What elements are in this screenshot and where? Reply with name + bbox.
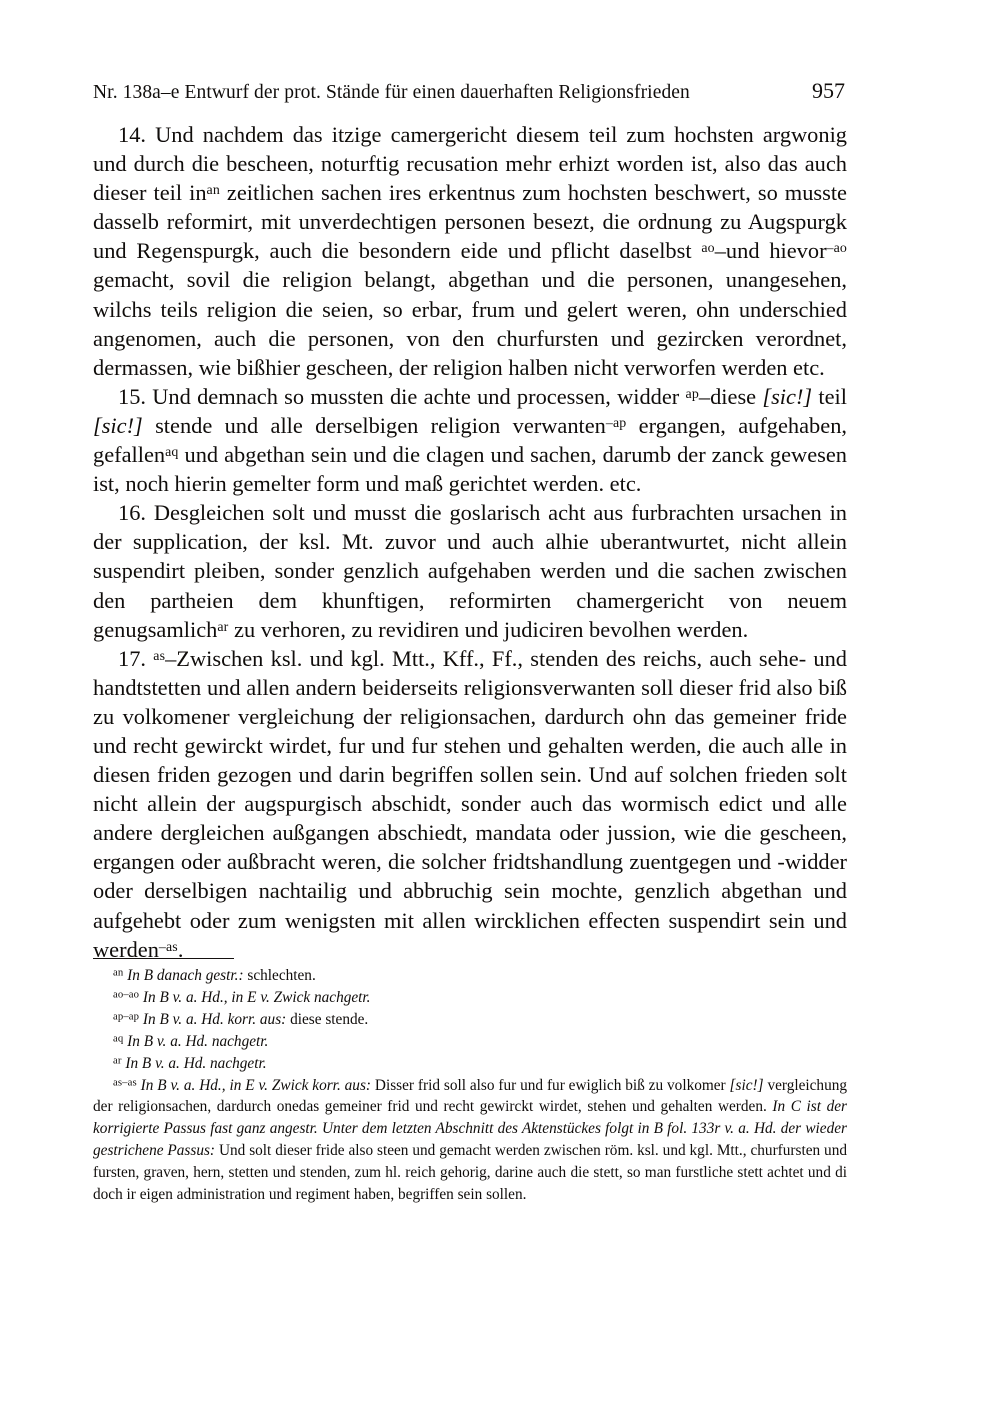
footnote-ap: $^{ap-ap}$ In B v. a. Hd. korr. aus: diese stende. bbox=[113, 1010, 369, 1028]
paragraph-17: 17. $^{as}$–Zwischen ksl. und kgl. Mtt., Kff., Ff., stenden des reichs, auch sehe- und handtstetten und allen andern beiderseits religionsverwanten soll dieser frid also biß zu volkomener vergleichung der religionsachen, dardurch ohn das gemeiner fride und recht gewirckt wirdet, fur und fur stehen und gehalten werden, die auch alle in diesen friden gezogen und darin begriffen sollen sein. Und auf solchen frieden solt nicht allein der augspurgisch abschidt, sonder auch das wormisch edict und alle andere dergleichen außgangen abschiedt, mandata oder jussion, wie die gescheen, ergangen oder außbracht weren, die solcher fridtshandlung zuentgegen und -widder oder derselbigen nachtailig und abbruchig sein mochte, genzlich abgethan und aufgehebt oder zum wenigsten mit allen wircklichen effecten suspendirt sein und werden$^{-as}$. bbox=[93, 645, 848, 962]
footnote-ar: $^{ar}$ In B v. a. Hd. nachgetr. bbox=[113, 1054, 267, 1072]
footnote-aq: $^{aq}$ In B v. a. Hd. nachgetr. bbox=[113, 1032, 269, 1050]
page-number: 957 bbox=[812, 78, 845, 103]
running-head-title: Nr. 138a–e Entwurf der prot. Stände für einen dauerhaften Religionsfrieden bbox=[93, 82, 690, 103]
body-text bbox=[93, 120, 847, 964]
paragraph-16: 16. Desgleichen solt und musst die goslarisch acht aus furbrachten ursachen in der supplication, der ksl. Mt. zuvor und auch alhie uberantwurtet, nicht allein suspendirt pleiben, sonder genzlich aufgehaben werden und die sachen zwischen den partheien dem khunftigen, reformirten chamergericht von neuem genugsamlich$^{ar}$ zu verhoren, zu revidiren und judiciren bevolhen werden. bbox=[93, 500, 847, 642]
footnote-as: $^{as-as}$ In B v. a. Hd., in E v. Zwick korr. aus: Disser frid soll also fur und fur ewiglich biß zu volkomer [sic!] vergleichung der religionsachen, dardurch onedas gemeiner frid und recht gewirckt wirdet, stehen und gehalten werden. In C ist der korrigierte Passus fast ganz angestr. Unter dem letzten Abschnitt des Aktenstückes folgt in B fol. 133r v. a. Hd. der wieder gestrichene Passus: Und solt dieser fride also steen und gemacht werden zwischen röm. ksl. und kgl. Mtt., churfursten und fursten, graven, hern, stetten und stenden, zum hl. reich gehorig, darine auch die stett, so man furstliche stett achtet und di doch ir eigen administration und regiment haben, begriffen sein sollen. bbox=[93, 1076, 848, 1204]
footnote-separator-rule bbox=[93, 958, 234, 959]
running-head bbox=[93, 78, 847, 104]
footnote-ao: $^{ao-ao}$ In B v. a. Hd., in E v. Zwick nachgetr. bbox=[113, 988, 371, 1006]
footnote-list bbox=[93, 965, 847, 1206]
footnote-an: $^{an}$ In B danach gestr.: schlechten. bbox=[113, 966, 316, 984]
paragraph-14: 14. Und nachdem das itzige camergericht diesem teil zum hochsten argwonig und durch die bescheen, noturftig recusation mehr erhizt worden ist, also das auch dieser teil $in^{an}$ zeitlichen sachen ires erkentnus zum hochsten beschwert, so musste dasselb reformirt, mit unverdechtigen personen besezt, die ordnung zu Augspurgk und Regenspurgk, auch die besondern eide und pflicht daselbst $^{ao}$–und hievor$^{-ao}$ gemacht, sovil die religion belangt, abgethan und die personen, unangesehen, wilchs teils religion die seien, so erbar, frum und gelert weren, ohn underschied angenomen, auch die personen, von den churfursten und gezircken verordnet, dermassen, wie bißhier gescheen, der religion halben nicht verworfen werden etc. bbox=[93, 122, 847, 380]
footnote-apparatus bbox=[93, 958, 847, 1206]
paragraph-15: 15. Und demnach so mussten die achte und processen, widder $^{ap}$–diese [sic!] teil [sic!] stende und alle derselbigen religion verwanten$^{-ap}$ ergangen, aufgehaben, gefallen$^{aq}$ und abgethan sein und die clagen und sachen, darumb der zanck gewesen ist, noch hierin gemelter form und maß gerichtet werden. etc. bbox=[93, 383, 847, 497]
